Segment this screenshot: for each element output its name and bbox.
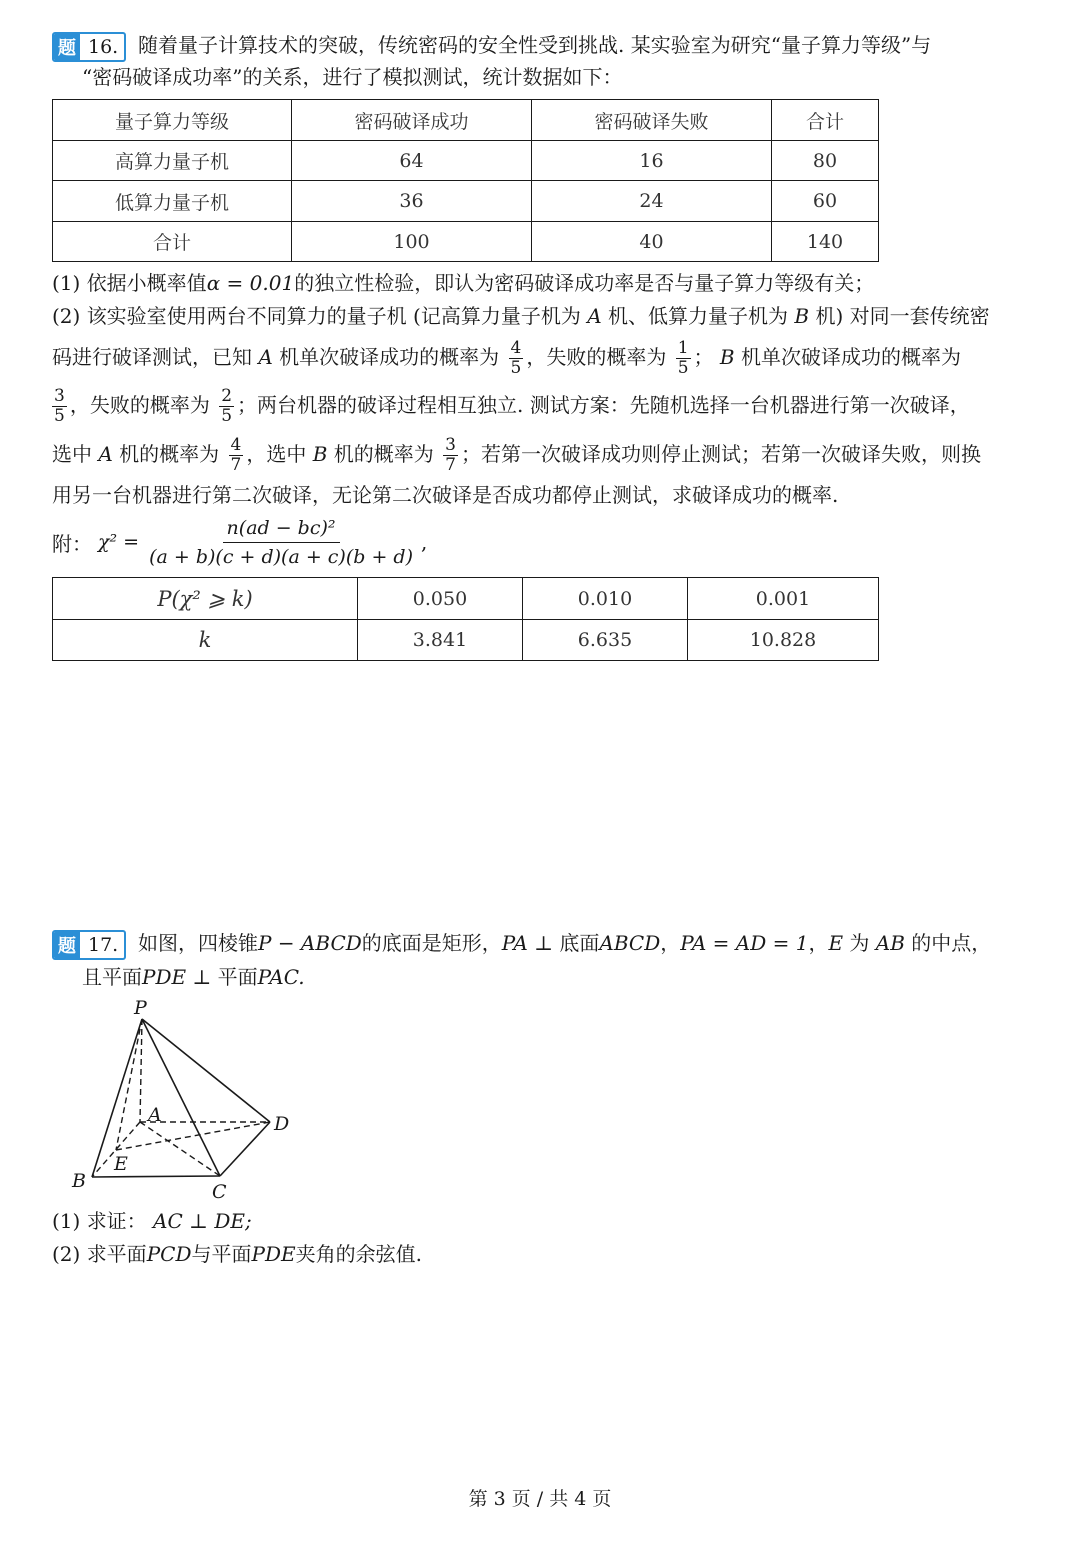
q17-text: 的中点， xyxy=(911,931,992,955)
q17-text: (1) 求证： xyxy=(52,1209,147,1233)
fraction-4-5: $\frac{4}{5}$ xyxy=(510,338,522,378)
question-17-badge xyxy=(52,930,126,960)
q17-part1 xyxy=(52,1207,252,1235)
q16-part2-line5: 用另一台机器进行第二次破译，无论第二次破译是否成功都停止测试，求破译成功的概率. xyxy=(52,483,839,507)
q17-line1 xyxy=(138,929,991,957)
part2-text: 机单次破译成功的概率为 xyxy=(279,345,500,369)
q17-text: 与平面 xyxy=(191,1242,252,1266)
table-cell: 80 xyxy=(772,141,879,181)
chi-square-formula xyxy=(52,512,427,572)
badge-tag: 题 xyxy=(54,34,80,60)
badge-number: 16. xyxy=(88,36,119,58)
part2-text: ，失败的概率为 xyxy=(69,393,210,417)
part2-text: 机的概率为 xyxy=(119,442,220,466)
table-header-row xyxy=(53,100,879,141)
plane-pcd: PCD xyxy=(146,1242,192,1266)
table-header-cell: 密码破译成功 xyxy=(292,100,532,141)
length-equation: PA = AD = 1 xyxy=(680,931,809,955)
q17-text: 底面 xyxy=(559,931,600,955)
fraction-3-5: $\frac{3}{5}$ xyxy=(54,386,65,426)
q17-text: ， xyxy=(808,931,829,955)
plane-pde: PDE xyxy=(142,965,187,989)
alpha-value: α = 0.01 xyxy=(206,271,295,295)
table-cell: 高算力量子机 xyxy=(53,141,292,181)
table-cell: 合计 xyxy=(53,222,292,262)
machine-b: B xyxy=(794,304,810,328)
label-e: E xyxy=(114,1153,128,1175)
part2-text: 码进行破译测试，已知 xyxy=(52,345,252,369)
fraction-3-7: $\frac{3}{7}$ xyxy=(445,435,456,475)
table-row xyxy=(53,620,879,661)
machine-a: A xyxy=(258,345,273,369)
q17-text: ， xyxy=(660,931,681,955)
table-row xyxy=(53,141,879,181)
part1-text-end: 的独立性检验，即认为密码破译成功率是否与量子算力等级有关； xyxy=(294,271,875,295)
chi-comma: , xyxy=(420,530,428,554)
part1-text: (1) 依据小概率值 xyxy=(52,271,207,295)
fraction-4-7: $\frac{4}{7}$ xyxy=(230,435,242,475)
part2-text: 机) 对同一套传统密 xyxy=(815,304,990,328)
part2-text: 选中 xyxy=(52,442,92,466)
q17-text: 的底面是矩形， xyxy=(361,931,502,955)
q17-line2 xyxy=(82,963,305,991)
label-b: B xyxy=(72,1170,86,1192)
table-header-cell: 量子算力等级 xyxy=(53,100,292,141)
question-16-badge xyxy=(52,32,126,62)
table-cell: 低算力量子机 xyxy=(53,181,292,222)
contingency-table xyxy=(52,99,879,262)
label-p: P xyxy=(134,997,147,1019)
part2-text: ，失败的概率为 xyxy=(526,345,667,369)
table-cell: k xyxy=(53,620,358,661)
q17-text: 夹角的余弦值. xyxy=(295,1242,422,1266)
part2-text: ；若第一次破译成功则停止测试；若第一次破译失败，则换 xyxy=(460,442,981,466)
q17-text: 且平面 xyxy=(82,965,142,989)
chi-numerator: n(ad − bc)² xyxy=(223,516,340,543)
chi-lhs: χ² = xyxy=(98,531,140,553)
machine-a: A xyxy=(98,442,113,466)
table-cell: 24 xyxy=(532,181,772,222)
table-cell: 0.001 xyxy=(688,578,879,620)
part2-text: ；两台机器的破译过程相互独立. 测试方案：先随机选择一台机器进行第一次破译， xyxy=(237,393,970,417)
table-cell: 6.635 xyxy=(523,620,688,661)
part2-text: 机单次破译成功的概率为 xyxy=(740,345,961,369)
q16-part2-line2 xyxy=(52,339,961,378)
segment-ab: AB xyxy=(875,931,905,955)
table-row xyxy=(53,181,879,222)
table-cell: 3.841 xyxy=(358,620,523,661)
machine-a: A xyxy=(587,304,602,328)
part2-text: ，选中 xyxy=(246,442,307,466)
machine-b: B xyxy=(719,345,735,369)
label-a: A xyxy=(148,1104,162,1126)
point-e: E xyxy=(828,931,844,955)
q17-text: (2) 求平面 xyxy=(52,1242,147,1266)
edge-pa xyxy=(140,1019,142,1122)
table-cell: 40 xyxy=(532,222,772,262)
q16-intro-line2: “密码破译成功率”的关系，进行了模拟测试，统计数据如下： xyxy=(82,65,623,89)
part2-text: (2) 该实验室使用两台不同算力的量子机 (记高算力量子机为 xyxy=(52,304,581,328)
table-cell: 0.010 xyxy=(523,578,688,620)
q16-intro-line1: 随着量子计算技术的突破，传统密码的安全性受到挑战. 某实验室为研究“量子算力等级”与 xyxy=(138,33,932,57)
edge-pc xyxy=(142,1019,220,1176)
label-c: C xyxy=(212,1181,227,1203)
part2-text: ； xyxy=(693,345,714,369)
fraction-2-5: $\frac{2}{5}$ xyxy=(221,386,233,426)
pyramid-diagram xyxy=(60,995,310,1205)
part1-expression: AC ⊥ DE; xyxy=(153,1209,252,1233)
page-footer: 第 3 页 / 共 4 页 xyxy=(468,1488,612,1510)
machine-b: B xyxy=(312,442,328,466)
fraction-1-5: $\frac{1}{5}$ xyxy=(677,338,689,378)
table-cell: P(χ² ⩾ k) xyxy=(53,578,358,620)
part2-text: 机的概率为 xyxy=(333,442,434,466)
table-header-cell: 合计 xyxy=(772,100,879,141)
table-cell: 36 xyxy=(292,181,532,222)
table-cell: 0.050 xyxy=(358,578,523,620)
table-cell: 100 xyxy=(292,222,532,262)
q17-part2 xyxy=(52,1240,422,1268)
badge-number: 17. xyxy=(88,934,119,956)
q17-text: ⊥ 平面 xyxy=(192,965,258,989)
edge-bc xyxy=(92,1176,220,1177)
chi-fraction xyxy=(145,516,417,569)
edge-pe xyxy=(116,1019,142,1150)
pyramid-name: P − ABCD xyxy=(258,931,362,955)
table-cell: 16 xyxy=(532,141,772,181)
pa-perp: PA ⊥ xyxy=(501,931,554,955)
badge-tag: 题 xyxy=(54,932,80,958)
q16-part2-line1 xyxy=(52,302,990,330)
q17-text: 为 xyxy=(849,931,870,955)
table-row xyxy=(53,222,879,262)
label-d: D xyxy=(274,1113,290,1135)
base-name: ABCD xyxy=(599,931,661,955)
q16-part2-line3 xyxy=(52,387,970,426)
edge-ac xyxy=(140,1122,220,1176)
q17-text: 如图，四棱锥 xyxy=(138,931,258,955)
table-cell: 60 xyxy=(772,181,879,222)
table-cell: 10.828 xyxy=(688,620,879,661)
appendix-label: 附： xyxy=(52,531,92,556)
critical-value-table xyxy=(52,577,879,661)
plane-pac: PAC. xyxy=(257,965,305,989)
table-cell: 140 xyxy=(772,222,879,262)
table-header-cell: 密码破译失败 xyxy=(532,100,772,141)
plane-pde: PDE xyxy=(251,1242,296,1266)
q16-part1 xyxy=(52,269,874,297)
table-cell: 64 xyxy=(292,141,532,181)
part2-text: 机、低算力量子机为 xyxy=(608,304,789,328)
chi-denominator: (a + b)(c + d)(a + c)(b + d) xyxy=(149,545,413,568)
q16-part2-line4 xyxy=(52,436,981,475)
table-row xyxy=(53,578,879,620)
